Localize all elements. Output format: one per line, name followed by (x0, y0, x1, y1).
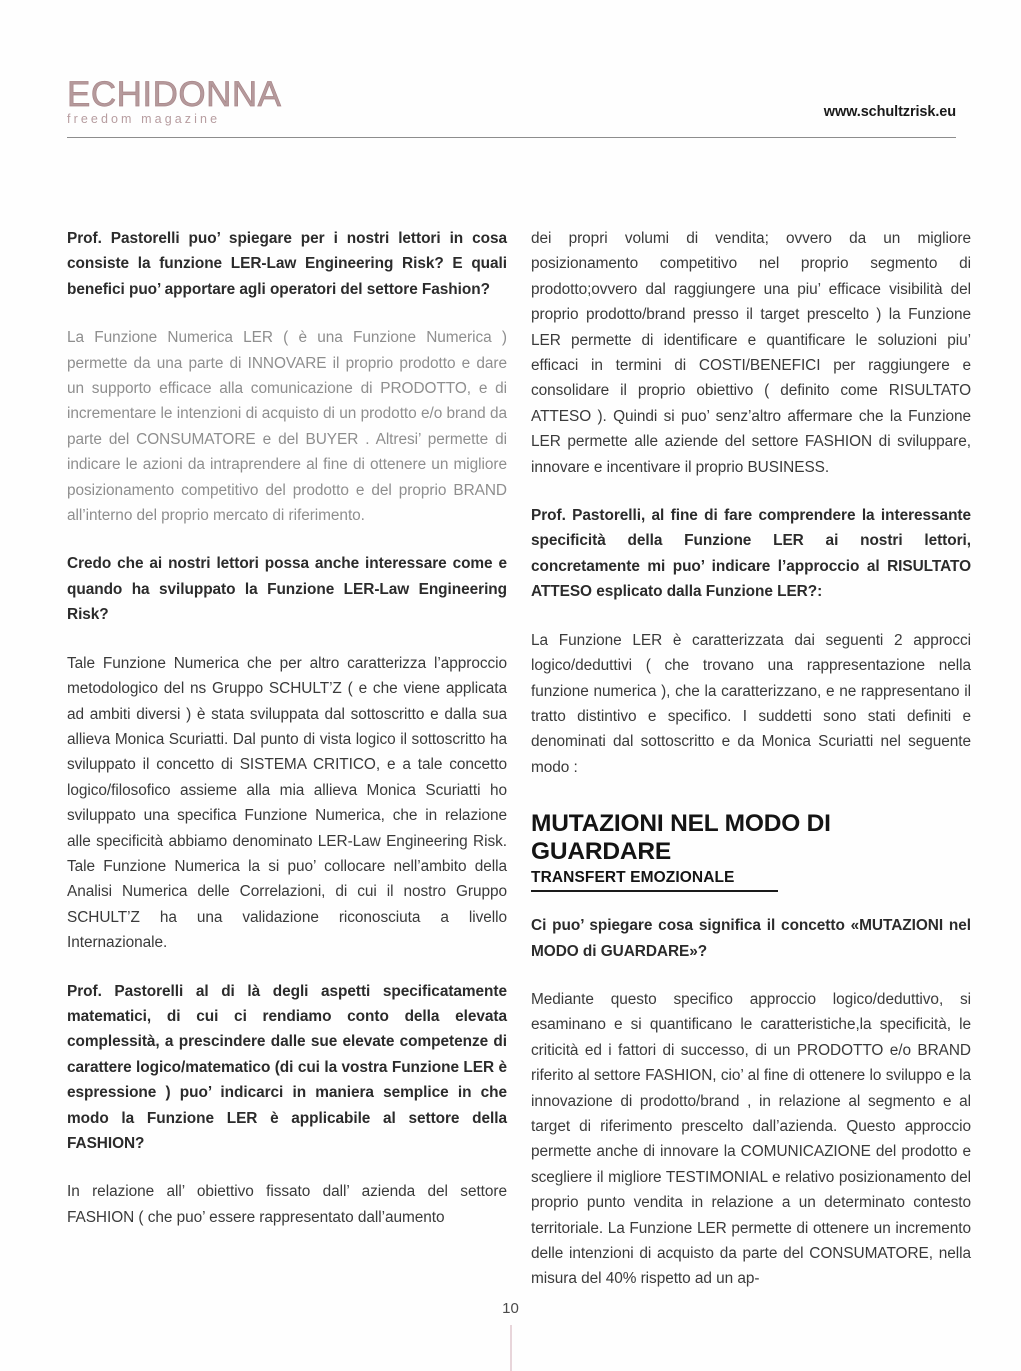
interview-answer: La Funzione Numerica LER ( è una Funzione Numerica ) permette da una parte di INNOVARE il proprio prodotto e dare un supporto efficace alla comunicazione di PRODOTTO, e di incrementare le intenzioni di acquisto di un prodotto e/o brand da parte del CONSUMATORE e del BUYER . Altresi’ permette di indicare le azioni da intraprendere al fine di ottenere un migliore posizionamento competitivo del prodotto e del proprio BRAND all’interno del proprio mercato di riferimento. (67, 329, 507, 525)
page-number: 10 (502, 1300, 519, 1317)
interview-answer: La Funzione LER è caratterizzata dai seguenti 2 approcci logico/deduttivi ( che trovano una rappresentazione nella funzione numerica ), che la caratterizzano, e ne rappresentano il tratto distintivo e specifico. I suddetti sono stati definiti e denominati dal sottoscritto e da Monica Scuriatti nel seguente modo : (531, 631, 971, 776)
header-divider (67, 137, 956, 138)
interview-question: Prof. Pastorelli puo’ spiegare per i nostri lettori in cosa consiste la funzione LER-Law Engineering Risk? E quali benefici puo’ apportare agli operatori del settore Fashion? (67, 230, 507, 298)
interview-question: Credo che ai nostri lettori possa anche interessare come e quando ha sviluppato la Funzione LER-Law Engineering Risk? (67, 555, 507, 624)
right-column (531, 226, 971, 1292)
section-subtitle: TRANSFERT EMOZIONALE (531, 869, 735, 887)
masthead (67, 75, 956, 140)
logo-wordmark: ECHIDONNA (67, 75, 282, 114)
interview-question: Ci puo’ spiegare cosa significa il concetto «MUTAZIONI nel MODO di GUARDARE»? (531, 917, 971, 960)
echidonna-logo (67, 75, 282, 126)
section-underline (531, 890, 778, 892)
section-heading (531, 810, 971, 892)
interview-answer: Tale Funzione Numerica che per altro caratterizza l’approccio metodologico del ns Gruppo SCHULT’Z ( e che viene applicata ad ambiti diversi ) è stata sviluppata dal sottoscritto e dalla sua allieva Monica Scuriatti. Dal punto di vista logico il sottoscritto ha sviluppato il concetto di SISTEMA CRITICO, e a tale concetto logico/filosofico assieme alla mia allieva Monica Scuriatti ho sviluppato una specifica Funzione Numerica, che in relazione alle specificità abbiamo denominato LER-Law Engineering Risk. Tale Funzione Numerica la si puo’ collocare nell’ambito della Analisi Numerica delle Correlazioni, di cui il nostro Gruppo SCHULT’Z ha una validazione riconosciuta a livello Internazionale. (67, 654, 507, 952)
interview-question: Prof. Pastorelli al di là degli aspetti specificatamente matematici, di cui ci rendiamo conto della elevata complessità, a prescindere dalle sue elevate competenze di carattere logico/matematico (di cui la vostra Funzione LER è espressione ) puo’ indicarci in maniera semplice in che modo la Funzione LER è applicabile al settore della FASHION? (67, 982, 507, 1152)
interview-answer: dei propri volumi di vendita; ovvero da un migliore posizionamento competitivo nel proprio segmento di prodotto;ovvero dal raggiungere una piu’ efficace visibilità del proprio prodotto/brand presso il target prescelto ) la Funzione LER permette di identificare e quantificare le soluzioni piu’ efficaci in termini di COSTI/BENEFICI per raggiungere e consolidare il proprio obiettivo ( definito come RISULTATO ATTESO ). Quindi si puo’ senz’altro affermare che la Funzione LER permette alle aziende del settore FASHION di sviluppare, innovare e incentivare il proprio BUSINESS. (531, 230, 971, 476)
site-url[interactable]: www.schultzrisk.eu (823, 104, 956, 120)
page-footer (0, 1300, 1021, 1318)
interview-answer: In relazione all’ obiettivo fissato dall’ azienda del settore FASHION ( che puo’ essere rappresentato dall’aumento (67, 1183, 507, 1226)
section-title: MUTAZIONI NEL MODO DI GUARDARE (531, 810, 831, 866)
left-column (67, 226, 507, 1230)
interview-question: Prof. Pastorelli, al fine di fare comprendere la interessante specificità della Funzione LER ai nostri lettori, concretamente mi puo’ indicare l’approccio al RISULTATO ATTESO esplicato dalla Funzione LER?: (531, 507, 971, 601)
interview-answer: Mediante questo specifico approccio logico/deduttivo, si esaminano e si quantificano le caratteristiche,la specificità, le criticità ed i fattori di successo, di un PRODOTTO e/o BRAND riferito al settore FASHION, cio’ al fine di ottenere lo sviluppo e la innovazione di prodotto/brand , in relazione al segmento e al target di riferimento prescelto dall’azienda. Questo approccio permette anche di innovare la COMUNICAZIONE del prodotto e scegliere il migliore TESTIMONIAL e relativo posizionamento del proprio punto vendita in relazione a un determinato contesto territoriale. La Funzione LER permette di ottenere un incremento delle intenzioni di acquisto da parte del CONSUMATORE, nella misura del 40% rispetto ad un ap- (531, 990, 971, 1288)
footer-spine-mark (510, 1325, 512, 1371)
logo-tagline: freedom magazine (67, 112, 221, 126)
